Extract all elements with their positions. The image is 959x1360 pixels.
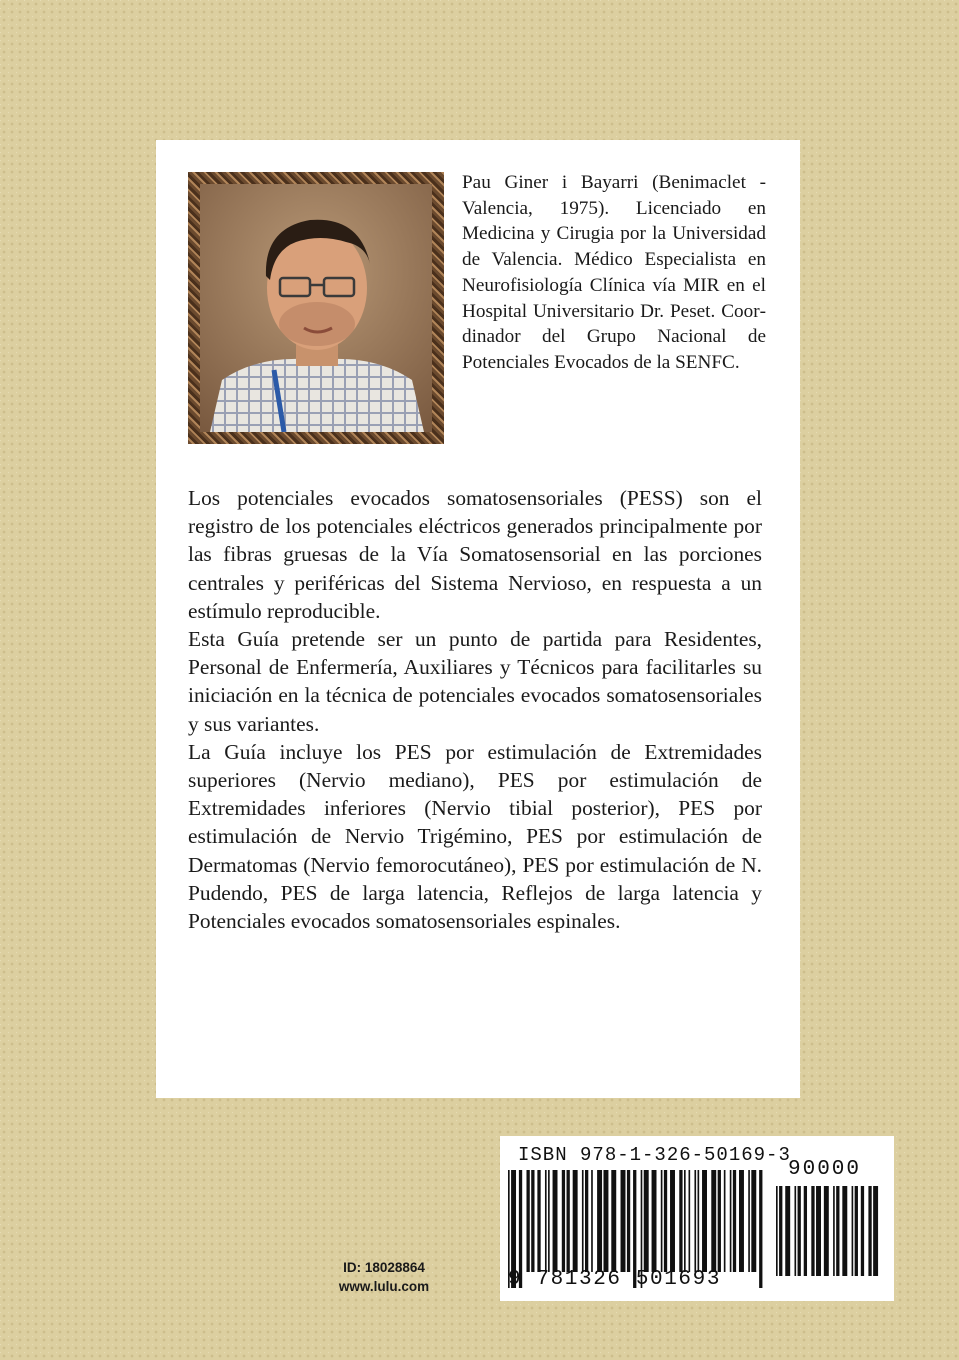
publisher-website: www.lulu.com — [338, 1279, 430, 1294]
barcode-bar — [816, 1186, 821, 1276]
barcode-bar — [591, 1170, 593, 1272]
publisher-id: ID: 18028864 — [343, 1260, 425, 1275]
barcode-bar — [711, 1170, 716, 1272]
barcode-bar — [861, 1186, 864, 1276]
barcode-bar — [842, 1186, 847, 1276]
author-photo — [200, 184, 432, 432]
ean-digits: 9 781326 501693 — [508, 1268, 722, 1291]
description-paragraph: Los potenciales evocados somatosensoriales (PESS) son el registro de los potenciales eléctricos generados principalmente por las fibras gruesas de la Vía Somatosensorial en las porciones centrales y periféricas del Sistema Nervioso, en respuesta a un estímulo reproducible. — [188, 486, 762, 623]
barcode-bar — [811, 1186, 814, 1276]
barcode-bar — [804, 1186, 807, 1276]
addon-barcode-bars — [776, 1186, 884, 1292]
back-cover-panel — [156, 140, 800, 1098]
barcode-bar — [537, 1170, 540, 1272]
barcode-bar — [776, 1186, 778, 1276]
barcode-bar — [748, 1170, 750, 1272]
barcode-bar — [526, 1170, 529, 1272]
barcode-bar — [545, 1170, 547, 1272]
barcode-bar — [670, 1170, 675, 1272]
barcode-bar — [627, 1170, 630, 1272]
barcode-bar — [868, 1186, 871, 1276]
barcode-bar — [751, 1170, 756, 1272]
barcode-bar — [718, 1170, 721, 1272]
barcode-bar — [562, 1170, 565, 1272]
barcode-bar — [585, 1170, 588, 1272]
barcode-bar — [603, 1170, 608, 1272]
author-photo-frame — [188, 172, 444, 444]
barcode-bar — [794, 1186, 796, 1276]
barcode-bar — [531, 1170, 534, 1272]
publisher-info — [320, 1258, 448, 1296]
barcode-bar — [779, 1186, 782, 1276]
addon-digits: 90000 — [788, 1158, 862, 1181]
barcode-bar — [621, 1170, 626, 1272]
barcode-bar — [824, 1186, 829, 1276]
book-description — [188, 484, 762, 935]
barcode-bar — [644, 1170, 649, 1272]
barcode-bar — [698, 1170, 700, 1272]
barcode-bar — [855, 1186, 858, 1276]
barcode-bar — [652, 1170, 657, 1272]
barcode-bar — [582, 1170, 584, 1272]
barcode-bar — [548, 1170, 550, 1272]
barcode-bar — [661, 1170, 663, 1272]
isbn-label: ISBN 978-1-326-50169-3 — [518, 1144, 791, 1166]
barcode-bar — [689, 1170, 691, 1272]
barcode-bar — [833, 1186, 835, 1276]
barcode-bar — [730, 1170, 732, 1272]
barcode-bar — [724, 1170, 726, 1272]
barcode-bar — [597, 1170, 602, 1272]
barcode-bar — [702, 1170, 707, 1272]
barcode-bar — [739, 1170, 744, 1272]
barcode-bar — [664, 1170, 667, 1272]
barcode-bar — [611, 1170, 616, 1272]
barcode-bar — [684, 1170, 686, 1272]
isbn-barcode — [500, 1136, 894, 1301]
barcode-bar — [679, 1170, 682, 1272]
barcode-bar — [798, 1186, 801, 1276]
barcode-bar — [567, 1170, 570, 1272]
barcode-bar — [553, 1170, 558, 1272]
barcode-bar — [836, 1186, 839, 1276]
barcode-bar — [852, 1186, 854, 1276]
author-bio: Pau Giner i Bayarri (Benimaclet - Valencia, 1975). Licenciado en Medicina y Cirugia por la Universidad de Valencia. Médico Especialista en Neurofisiología Clínica vía MIR en el Hospital Universitario Dr. Peset. Coordinador del Grupo Nacional de Potenciales Evocados de la SENFC. — [462, 172, 766, 373]
barcode-bar — [873, 1186, 878, 1276]
description-paragraph: Esta Guía pretende ser un punto de partida para Residentes, Personal de Enfermería, Auxiliares y Técnicos para facilitarles su iniciación en la técnica de potenciales evocados somatosensoriales y sus variantes. — [188, 627, 762, 736]
barcode-bar — [759, 1170, 762, 1288]
barcode-bar — [785, 1186, 790, 1276]
description-paragraph: La Guía incluye los PES por estimulación de Extremidades superiores (Nervio mediano), PES por estimulación de Extremidades inferiores (Nervio tibial posterior), PES por estimulación de Nervio Trigémino, PES por estimulación de Dermatomas (Nervio femorocutáneo), PES por estimulación de N. Pudendo, PES de larga latencia, Reflejos de larga latencia y Potenciales evocados somatosensoriales espinales. — [188, 739, 762, 934]
barcode-bar — [573, 1170, 578, 1272]
barcode-bar — [694, 1170, 696, 1272]
barcode-bar — [733, 1170, 736, 1272]
